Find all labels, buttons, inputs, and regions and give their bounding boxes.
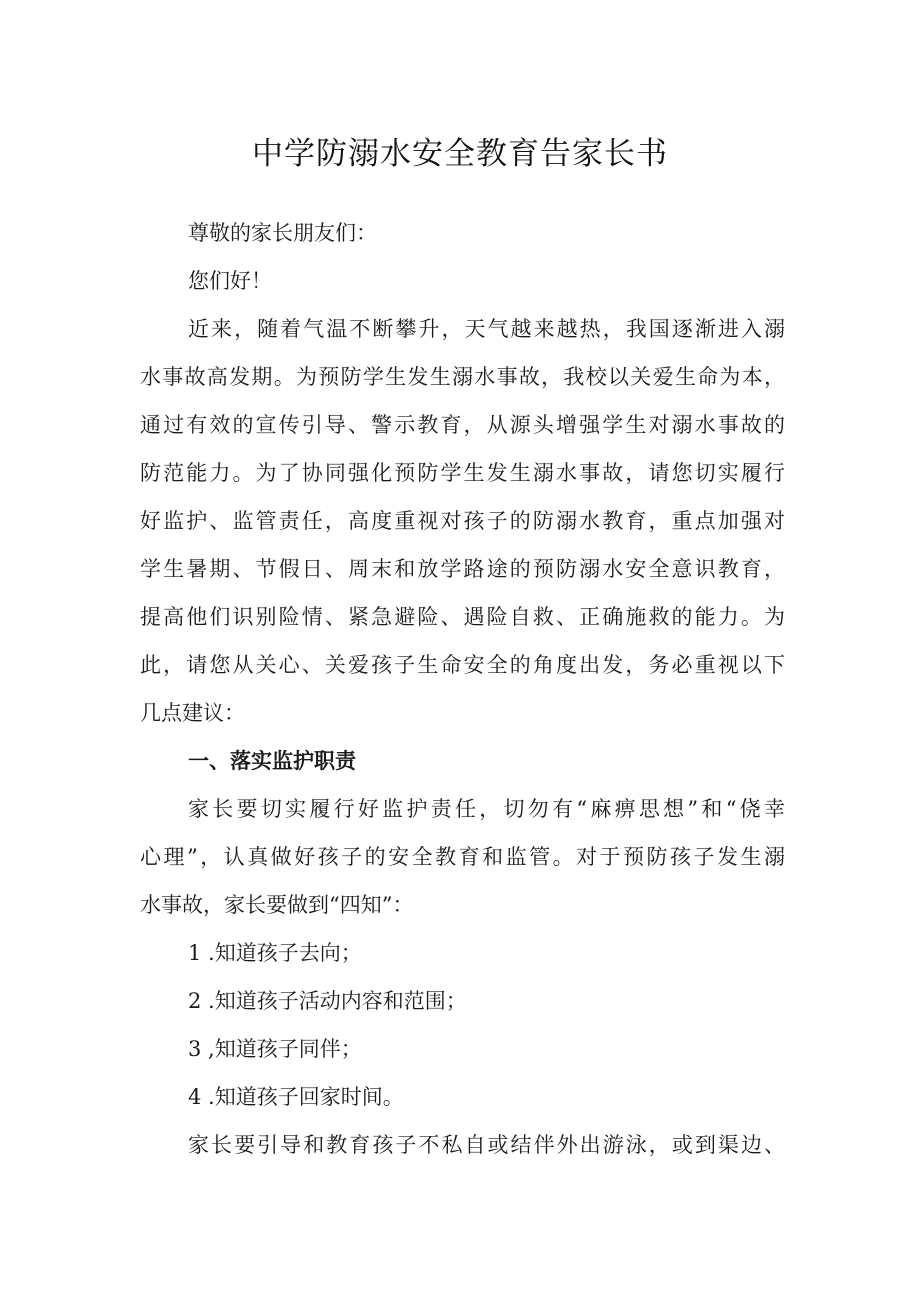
intro-line: 通过有效的宣传引导、警示教育，从源头增强学生对溺水事故的 <box>140 413 785 437</box>
list-item: 4 .知道孩子回家时间。 <box>188 1085 404 1109</box>
list-item: 1 .知道孩子去向； <box>188 941 362 965</box>
greeting: 尊敬的家长朋友们： <box>188 221 377 245</box>
intro-line: 此，请您从关心、关爱孩子生命安全的角度出发，务必重视以下 <box>140 653 785 677</box>
document-title: 中学防溺水安全教育告家长书 <box>252 136 668 172</box>
intro-line: 提高他们识别险情、紧急避险、遇险自救、正确施救的能力。为 <box>140 605 785 629</box>
section1-line: 家长要切实履行好监护责任，切勿有“麻痹思想”和“侥幸 <box>188 797 785 821</box>
section1-line: 水事故，家长要做到“四知”： <box>140 893 414 917</box>
document-body <box>140 209 785 1169</box>
intro-line: 学生暑期、节假日、周末和放学路途的预防溺水安全意识教育， <box>140 557 785 581</box>
salutation: 您们好！ <box>188 269 272 293</box>
closing-line: 家长要引导和教育孩子不私自或结伴外出游泳，或到渠边、 <box>188 1133 785 1157</box>
list-item: 2 .知道孩子活动内容和范围； <box>188 989 467 1013</box>
intro-line: 几点建议： <box>140 701 245 725</box>
intro-line: 近来，随着气温不断攀升，天气越来越热，我国逐渐进入溺 <box>188 317 785 341</box>
list-item: 3 ,知道孩子同伴； <box>188 1037 362 1061</box>
section1-line: 心理”，认真做好孩子的安全教育和监管。对于预防孩子发生溺 <box>140 845 785 869</box>
intro-line: 好监护、监管责任，高度重视对孩子的防溺水教育，重点加强对 <box>140 509 785 533</box>
intro-line: 防范能力。为了协同强化预防学生发生溺水事故，请您切实履行 <box>140 461 785 485</box>
intro-line: 水事故高发期。为预防学生发生溺水事故，我校以关爱生命为本， <box>140 365 785 389</box>
section-heading: 一、落实监护职责 <box>188 749 356 773</box>
